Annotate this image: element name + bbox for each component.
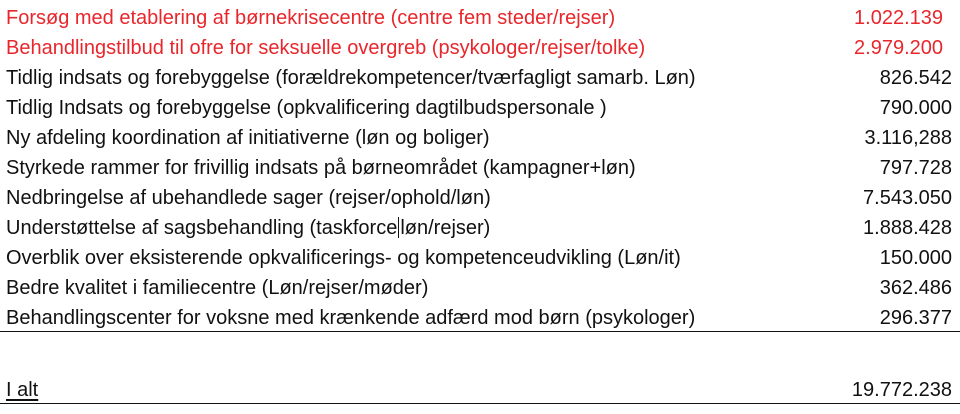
- budget-row: [0, 125, 960, 151]
- budget-row: [0, 275, 960, 301]
- row-amount: 797.728: [879, 157, 952, 179]
- total-amount: 19.772.238: [851, 379, 952, 401]
- row-amount: 7.543.050: [863, 187, 952, 209]
- total-row: [0, 377, 960, 404]
- row-amount: 296.377: [879, 307, 952, 329]
- row-amount: 362.486: [879, 277, 952, 299]
- row-amount: 150.000: [879, 247, 952, 269]
- row-label: Styrkede rammer for frivillig indsats på børneområdet (kampagner+løn): [6, 157, 636, 179]
- row-amount: 1.022.139: [854, 7, 943, 29]
- row-label: Bedre kvalitet i familiecentre (Løn/rejser/møder): [6, 277, 429, 299]
- budget-row: [0, 185, 960, 211]
- budget-row: [0, 155, 960, 181]
- budget-row: [0, 35, 960, 61]
- row-amount: 2.979.200: [854, 37, 943, 59]
- row-label-part: løn/rejser): [400, 217, 491, 239]
- row-label: Tidlig indsats og forebyggelse (forældrekompetencer/tværfagligt samarb. Løn): [6, 67, 696, 89]
- row-label: Ny afdeling koordination af initiativerne (løn og boliger): [6, 127, 490, 149]
- row-amount: 1.888.428: [863, 217, 952, 239]
- row-amount: 826.542: [879, 67, 952, 89]
- budget-row: [0, 215, 960, 241]
- budget-row: [0, 95, 960, 121]
- row-label: Behandlingstilbud til ofre for seksuelle overgreb (psykologer/rejser/tolke): [6, 37, 646, 59]
- row-label: Behandlingscenter for voksne med krænkende adfærd mod børn (psykologer): [6, 307, 696, 329]
- total-label: I alt: [6, 379, 39, 401]
- row-label: Nedbringelse af ubehandlede sager (rejser/ophold/løn): [6, 187, 491, 209]
- row-label: Forsøg med etablering af børnekrisecentre (centre fem steder/rejser): [6, 7, 616, 29]
- budget-row: [0, 65, 960, 91]
- budget-row: [0, 245, 960, 271]
- budget-row: [0, 5, 960, 31]
- row-label[interactable]: [6, 215, 490, 241]
- row-label: Overblik over eksisterende opkvalificerings- og kompetenceudvikling (Løn/it): [6, 247, 681, 269]
- row-label: Tidlig Indsats og forebyggelse (opkvalificering dagtilbudspersonale ): [6, 97, 607, 119]
- budget-row: [0, 305, 960, 332]
- row-label-part: Understøttelse af sagsbehandling (taskforce: [6, 217, 398, 239]
- row-amount: 3.116,288: [864, 127, 952, 149]
- row-amount: 790.000: [879, 97, 952, 119]
